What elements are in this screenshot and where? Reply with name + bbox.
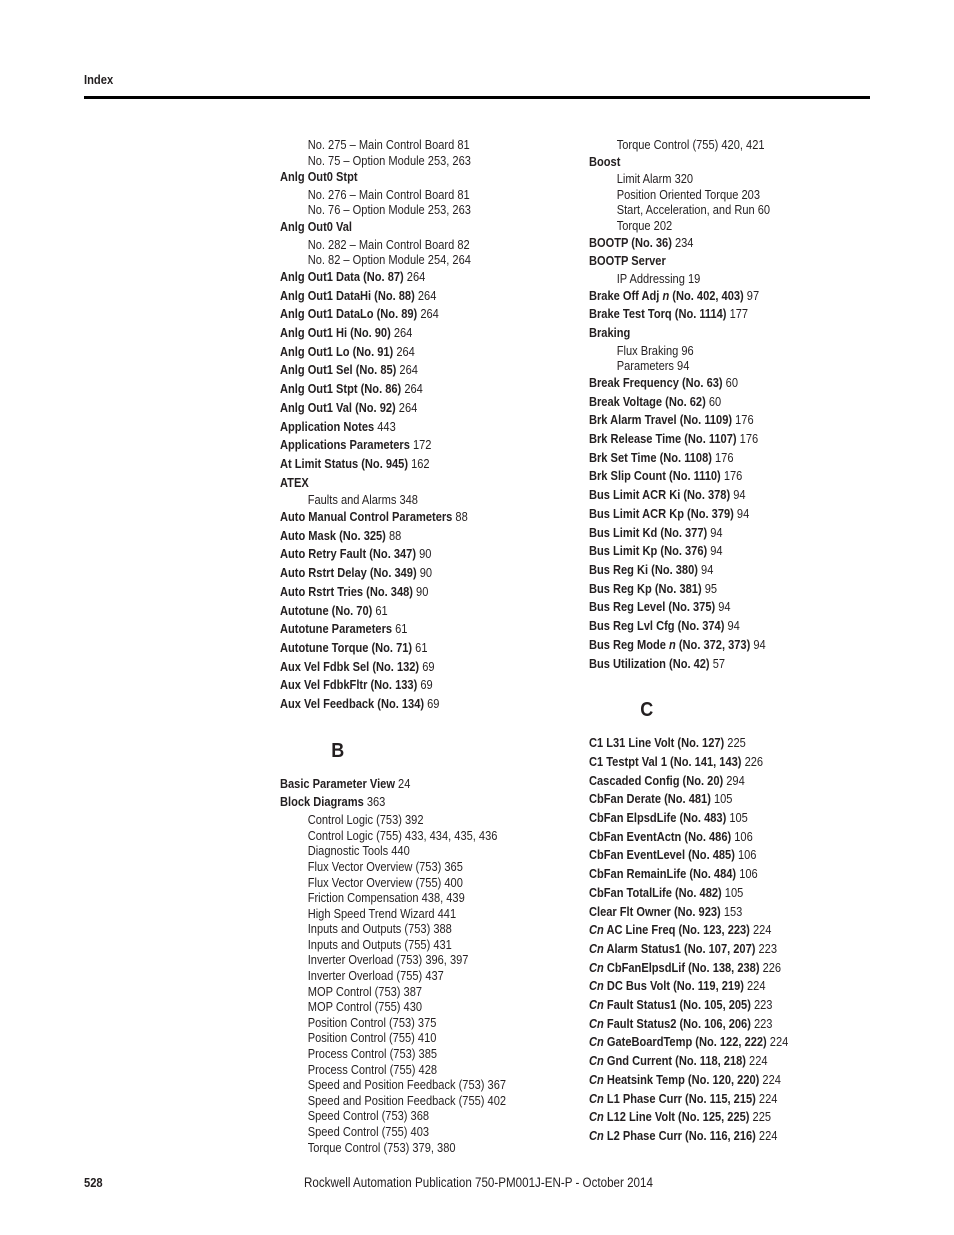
index-term: Cn L1 Phase Curr (No. 115, 215): [589, 1090, 756, 1106]
index-page-refs: 264: [395, 399, 418, 415]
index-term: Cascaded Config (No. 20): [589, 772, 724, 788]
index-subentry: Flux Vector Overview (755) 400: [307, 874, 463, 890]
index-subentry: No. 76 – Option Module 253, 263: [307, 202, 471, 218]
index-entry: [280, 305, 532, 324]
index-page-refs: 69: [417, 677, 433, 693]
index-entry: [589, 809, 833, 828]
index-term: At Limit Status (No. 945): [280, 456, 409, 471]
index-entry: [280, 287, 532, 306]
index-entry: [280, 676, 532, 695]
index-term: CbFan Derate (No. 481): [589, 791, 711, 807]
index-page-refs: 90: [416, 546, 432, 562]
index-term: Brk Set Time (No. 1108): [589, 449, 712, 465]
index-page-refs: 176: [736, 431, 759, 447]
index-entry: [589, 959, 833, 978]
index-entry: [280, 168, 532, 187]
index-page-refs: 88: [385, 527, 402, 543]
index-term: ATEX: [280, 474, 309, 490]
index-term: Aux Vel Fdbk Sel (No. 132): [280, 658, 420, 674]
index-term: Aux Vel FdbkFltr (No. 133): [280, 677, 418, 693]
index-term: Bus Limit ACR Kp (No. 379): [589, 505, 734, 521]
index-term: Anlg Out1 Stpt (No. 86): [280, 381, 402, 397]
index-page-refs: 443: [374, 418, 396, 434]
index-page-refs: 224: [755, 1090, 778, 1106]
index-page-refs: 176: [732, 412, 754, 428]
index-subentry: Speed and Position Feedback (753) 367: [307, 1077, 507, 1093]
index-entry: [280, 218, 532, 237]
index-page-refs: 106: [734, 847, 757, 863]
index-entry: [589, 505, 833, 524]
index-entry: [589, 1071, 833, 1090]
index-subentry: Torque Control (753) 379, 380: [307, 1139, 456, 1155]
index-term: Block Diagrams: [280, 794, 364, 810]
index-entry: [280, 793, 532, 812]
index-page-refs: 106: [731, 828, 753, 844]
index-page-refs: 90: [416, 565, 433, 581]
index-page-refs: 224: [745, 1053, 768, 1069]
index-term: C1 L31 Line Volt (No. 127): [589, 735, 725, 751]
index-entry: [589, 753, 833, 772]
index-page-refs: 94: [730, 487, 746, 503]
index-subentry: Flux Vector Overview (753) 365: [307, 858, 463, 874]
index-subentry: Torque 202: [616, 218, 673, 234]
index-subentry: Torque Control (755) 420, 421: [616, 137, 765, 152]
index-page-refs: 172: [409, 437, 432, 453]
index-entry: [589, 1108, 833, 1127]
index-subentry: Position Control (755) 410: [307, 1030, 437, 1046]
index-term: Anlg Out1 Data (No. 87): [280, 268, 404, 284]
index-entry: [589, 524, 833, 543]
index-term: Anlg Out1 DataLo (No. 89): [280, 306, 418, 322]
index-page-refs: 94: [707, 524, 723, 540]
index-entry: [589, 921, 833, 940]
index-term: Bus Utilization (No. 42): [589, 655, 710, 671]
index-subentry: Control Logic (753) 392: [307, 812, 424, 828]
index-page-refs: 57: [709, 655, 726, 671]
index-entry: [280, 436, 532, 455]
index-subentry: Faults and Alarms 348: [307, 492, 418, 508]
index-entry: [280, 508, 532, 527]
index-entry: [280, 418, 532, 437]
index-entry: [589, 940, 833, 959]
index-entry: [589, 374, 833, 393]
index-page-refs: 226: [741, 753, 764, 769]
index-subentry: No. 75 – Option Module 253, 263: [307, 152, 471, 168]
index-entry: [589, 153, 833, 172]
index-entry: [589, 598, 833, 617]
index-term: Auto Mask (No. 325): [280, 527, 386, 543]
index-subentry: Limit Alarm 320: [616, 171, 694, 187]
index-entry: [589, 903, 833, 922]
index-entry: [589, 977, 833, 996]
index-term: Cn Fault Status2 (No. 106, 206): [589, 1015, 751, 1031]
index-page-refs: 69: [424, 696, 440, 712]
index-term: Aux Vel Feedback (No. 134): [280, 696, 425, 712]
index-entry: [280, 380, 532, 399]
index-subentry: No. 282 – Main Control Board 82: [307, 236, 470, 252]
index-term: Bus Limit Kd (No. 377): [589, 524, 708, 540]
index-term: CbFan RemainLife (No. 484): [589, 866, 737, 882]
index-term: Bus Reg Lvl Cfg (No. 374): [589, 618, 725, 634]
index-subentry: Speed and Position Feedback (755) 402: [307, 1092, 507, 1108]
index-entry: [280, 545, 532, 564]
index-page-refs: 105: [726, 810, 748, 826]
index-subentry: Speed Control (755) 403: [307, 1124, 430, 1140]
section-letter: B: [331, 739, 345, 762]
index-column-right: [589, 137, 879, 1146]
index-term: BOOTP (No. 36): [589, 234, 672, 250]
index-term: Brk Release Time (No. 1107): [589, 431, 737, 447]
index-subentry: Inputs and Outputs (753) 388: [307, 921, 452, 937]
index-page-refs: 224: [743, 978, 766, 994]
index-page-refs: 223: [750, 1015, 773, 1031]
index-subentry: IP Addressing 19: [616, 271, 701, 287]
index-term: Bus Limit ACR Ki (No. 378): [589, 487, 731, 503]
index-entry: [280, 775, 532, 794]
index-entry: [589, 287, 833, 306]
index-entry: [280, 343, 532, 362]
index-term: BOOTP Server: [589, 253, 666, 269]
index-page-refs: 106: [736, 866, 758, 882]
index-entry: [589, 580, 833, 599]
index-entry: [589, 542, 833, 561]
index-term: C1 Testpt Val 1 (No. 141, 143): [589, 753, 742, 769]
index-page-refs: 94: [697, 562, 714, 577]
index-entry: [589, 1015, 833, 1034]
index-entry: [589, 846, 833, 865]
index-term: Anlg Out1 Val (No. 92): [280, 399, 396, 415]
index-term: Braking: [589, 325, 631, 341]
index-term: Cn Fault Status1 (No. 105, 205): [589, 997, 751, 1013]
index-entry: [280, 602, 532, 621]
index-term: Brk Slip Count (No. 1110): [589, 468, 721, 484]
index-subentry: Flux Braking 96: [616, 342, 694, 358]
index-page-refs: 61: [372, 602, 388, 618]
index-entry: [589, 790, 833, 809]
index-term: Cn DC Bus Volt (No. 119, 219): [589, 978, 744, 994]
index-term: Anlg Out1 Hi (No. 90): [280, 325, 391, 341]
index-page-refs: 60: [705, 393, 722, 409]
index-page-refs: 94: [715, 599, 731, 615]
index-subentry: Inverter Overload (755) 437: [307, 968, 444, 984]
index-subentry: Parameters 94: [616, 358, 690, 374]
index-term: Bus Reg Ki (No. 380): [589, 562, 698, 577]
index-page-refs: 176: [720, 468, 743, 484]
index-subentry: No. 276 – Main Control Board 81: [307, 186, 470, 202]
index-entry: [589, 617, 833, 636]
index-subentry: Position Oriented Torque 203: [616, 186, 761, 202]
index-entry: [589, 636, 833, 655]
index-term: Autotune Parameters: [280, 621, 393, 637]
index-page-refs: 234: [671, 234, 694, 250]
index-term: Brake Off Adj n (No. 402, 403): [589, 287, 744, 303]
index-page-refs: 363: [363, 794, 386, 810]
index-page-refs: 264: [414, 287, 437, 303]
index-term: Bus Reg Kp (No. 381): [589, 580, 702, 596]
index-entry: [589, 996, 833, 1015]
index-entry: [280, 455, 532, 474]
index-subentry: Diagnostic Tools 440: [307, 843, 410, 859]
index-page-refs: 224: [755, 1127, 778, 1143]
index-term: Application Notes: [280, 418, 375, 434]
index-entry: [589, 884, 833, 903]
index-page-refs: 264: [393, 343, 415, 359]
index-entry: [589, 449, 833, 468]
index-term: Basic Parameter View: [280, 775, 395, 791]
index-entry: [589, 1033, 833, 1052]
index-entry: [589, 252, 833, 271]
index-page-refs: 225: [749, 1109, 772, 1125]
index-page-refs: 223: [755, 940, 778, 956]
index-subentry: Inverter Overload (753) 396, 397: [307, 952, 469, 968]
index-page-refs: 61: [392, 621, 408, 637]
index-term: CbFan ElpsdLife (No. 483): [589, 810, 727, 826]
index-term: Break Voltage (No. 62): [589, 393, 706, 409]
index-page-refs: 94: [724, 618, 740, 634]
index-term: CbFan EventLevel (No. 485): [589, 847, 735, 863]
index-term: Cn CbFanElpsdLif (No. 138, 238): [589, 959, 760, 975]
index-entry: [589, 655, 833, 674]
index-entry: [280, 658, 532, 677]
index-subentry: Speed Control (753) 368: [307, 1108, 430, 1124]
index-entry: [589, 393, 833, 412]
index-term: Auto Rstrt Delay (No. 349): [280, 565, 417, 581]
index-page-refs: 224: [766, 1034, 789, 1050]
index-term: CbFan TotalLife (No. 482): [589, 884, 722, 900]
index-entry: [589, 1052, 833, 1071]
index-term: Cn AC Line Freq (No. 123, 223): [589, 922, 750, 938]
section-letter: C: [640, 699, 654, 722]
index-term: Cn Gnd Current (No. 118, 218): [589, 1053, 746, 1069]
index-term: Auto Manual Control Parameters: [280, 509, 453, 524]
index-page-refs: 294: [723, 772, 745, 788]
index-page-refs: 264: [390, 325, 413, 341]
index-entry: [589, 734, 833, 753]
index-subentry: Process Control (755) 428: [307, 1061, 438, 1077]
index-page-refs: 264: [417, 306, 439, 322]
index-subentry: Start, Acceleration, and Run 60: [616, 202, 771, 218]
index-page-refs: 223: [750, 997, 773, 1013]
index-page-refs: 105: [710, 791, 733, 807]
index-term: Applications Parameters: [280, 437, 410, 453]
index-page-refs: 88: [452, 509, 468, 524]
publication-footer: Rockwell Automation Publication 750-PM001J-EN-P - October 2014: [304, 1175, 653, 1190]
index-page-refs: 97: [743, 287, 760, 303]
index-entry: [280, 361, 532, 380]
index-page-refs: 226: [759, 959, 782, 975]
index-entry: [589, 772, 833, 791]
index-entry: [589, 305, 833, 324]
index-page-refs: 60: [722, 374, 739, 390]
index-term: Anlg Out0 Stpt: [280, 169, 358, 185]
index-term: Boost: [589, 153, 621, 169]
index-entry: [589, 1090, 833, 1109]
index-term: Cn L2 Phase Curr (No. 116, 216): [589, 1127, 756, 1143]
index-term: Cn Heatsink Temp (No. 120, 220): [589, 1071, 760, 1087]
index-term: Anlg Out1 DataHi (No. 88): [280, 287, 415, 303]
index-entry: [280, 399, 532, 418]
index-entry: [280, 474, 532, 493]
index-page-refs: 105: [721, 884, 744, 900]
index-page-refs: 69: [419, 658, 435, 674]
index-page-refs: 90: [412, 583, 429, 599]
index-page-refs: 162: [408, 456, 430, 471]
index-page-refs: 264: [396, 362, 418, 378]
index-subentry: High Speed Trend Wizard 441: [307, 905, 457, 921]
index-subentry: Position Control (753) 375: [307, 1014, 437, 1030]
index-entry: [589, 1127, 833, 1146]
index-term: Autotune Torque (No. 71): [280, 639, 413, 655]
index-page-refs: 224: [749, 922, 772, 938]
index-entry: [589, 324, 833, 343]
index-entry: [589, 486, 833, 505]
index-column-left: [280, 137, 580, 1155]
index-entry: [280, 695, 532, 714]
index-entry: [589, 828, 833, 847]
page-number: 528: [84, 1175, 103, 1190]
running-header: Index: [84, 72, 114, 87]
index-page-refs: 61: [412, 639, 428, 655]
index-page-refs: 224: [759, 1071, 781, 1087]
index-page-refs: 225: [724, 735, 746, 751]
index-term: Auto Retry Fault (No. 347): [280, 546, 417, 562]
index-entry: [280, 620, 532, 639]
index-page-refs: 94: [707, 543, 723, 559]
index-term: Cn Alarm Status1 (No. 107, 207): [589, 940, 756, 956]
index-term: Brake Test Torq (No. 1114): [589, 306, 727, 322]
index-term: Clear Flt Owner (No. 923): [589, 903, 721, 919]
index-term: Bus Reg Level (No. 375): [589, 599, 716, 615]
index-entry: [589, 411, 833, 430]
index-page-refs: 24: [394, 775, 411, 791]
index-page-refs: 264: [403, 268, 426, 284]
index-term: Brk Alarm Travel (No. 1109): [589, 412, 733, 428]
index-term: Bus Limit Kp (No. 376): [589, 543, 708, 559]
index-term: Cn L12 Line Volt (No. 125, 225): [589, 1109, 750, 1125]
index-term: Anlg Out0 Val: [280, 219, 353, 235]
index-subentry: MOP Control (755) 430: [307, 999, 423, 1015]
index-page-refs: 177: [726, 306, 749, 322]
index-term: Anlg Out1 Sel (No. 85): [280, 362, 397, 378]
index-term: Break Frequency (No. 63): [589, 374, 723, 390]
index-entry: [280, 268, 532, 287]
index-entry: [589, 865, 833, 884]
index-term: Bus Reg Mode n (No. 372, 373): [589, 636, 751, 652]
index-subentry: Inputs and Outputs (755) 431: [307, 936, 452, 952]
index-term: Cn GateBoardTemp (No. 122, 222): [589, 1034, 767, 1050]
index-page-refs: 264: [401, 381, 423, 397]
index-entry: [589, 467, 833, 486]
index-term: Auto Rstrt Tries (No. 348): [280, 583, 413, 599]
index-subentry: Process Control (753) 385: [307, 1046, 438, 1062]
index-subentry: MOP Control (753) 387: [307, 983, 423, 999]
index-entry: [589, 234, 833, 253]
index-entry: [280, 527, 532, 546]
index-entry: [280, 583, 532, 602]
index-term: CbFan EventActn (No. 486): [589, 828, 732, 844]
index-subentry: Control Logic (755) 433, 434, 435, 436: [307, 827, 498, 843]
index-entry: [589, 561, 833, 580]
index-entry: [280, 564, 532, 583]
index-subentry: No. 275 – Main Control Board 81: [307, 137, 470, 152]
index-page-refs: 153: [720, 903, 743, 919]
index-term: Anlg Out1 Lo (No. 91): [280, 343, 394, 359]
index-entry: [280, 639, 532, 658]
header-rule: [84, 96, 870, 99]
index-page-refs: 94: [750, 636, 766, 652]
index-subentry: No. 82 – Option Module 254, 264: [307, 252, 471, 268]
index-entry: [589, 430, 833, 449]
index-entry: [280, 324, 532, 343]
index-term: Autotune (No. 70): [280, 602, 373, 618]
index-page-refs: 95: [701, 580, 718, 596]
index-subentry: Friction Compensation 438, 439: [307, 890, 465, 906]
index-page-refs: 94: [733, 505, 750, 521]
index-page-refs: 176: [711, 449, 734, 465]
